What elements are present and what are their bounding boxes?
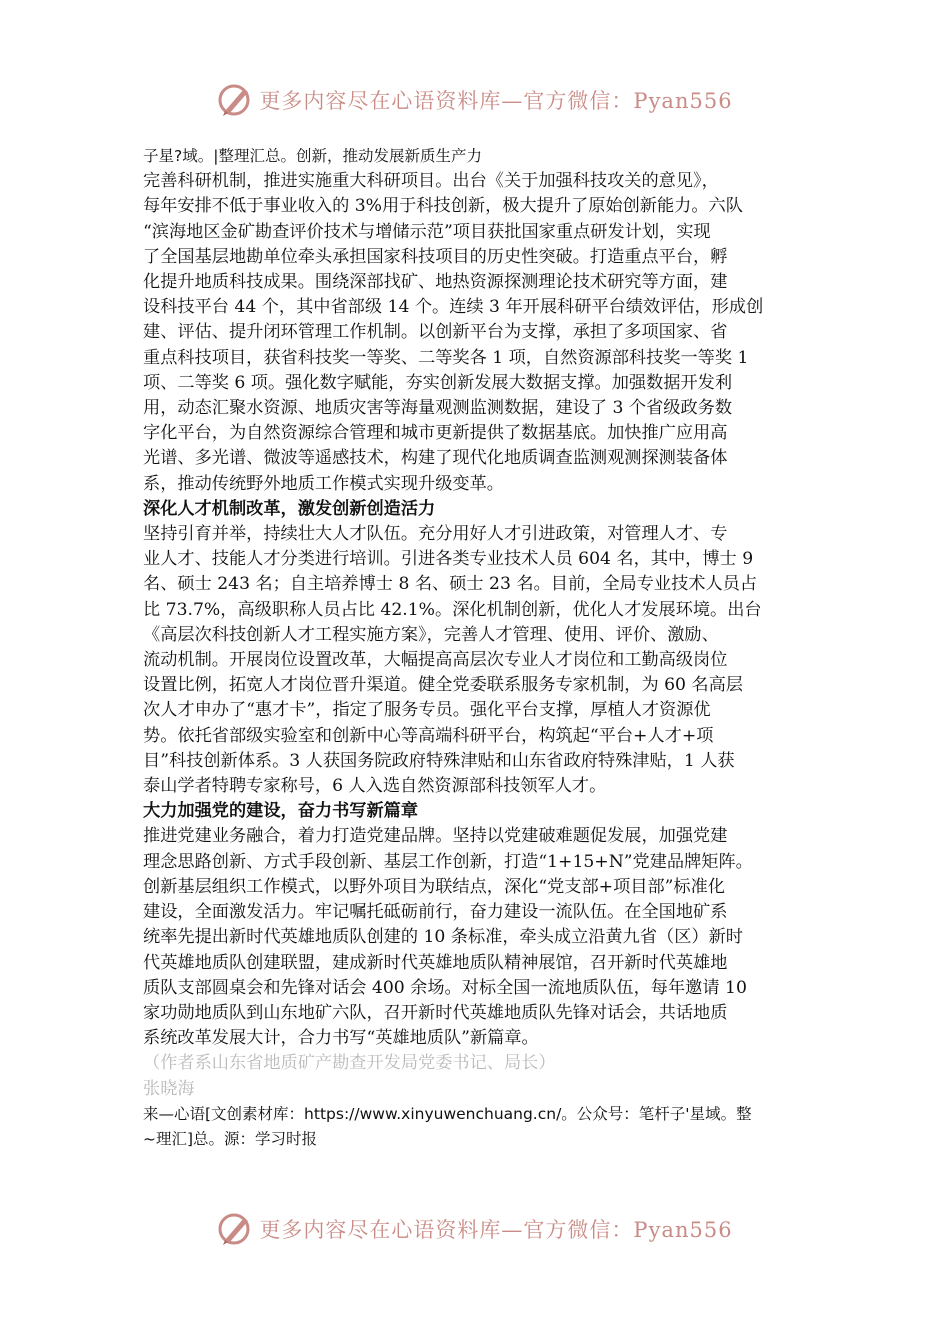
paragraph-line: 了全国基层地勘单位牵头承担国家科技项目的历史性突破。打造重点平台，孵 [143, 246, 728, 267]
paragraph-line: 系，推动传统野外地质工作模式实现升级变革。 [143, 473, 504, 494]
paragraph-line: 比 73.7%，高级职称人员占比 42.1%。深化机制创新，优化人才发展环境。出台 [143, 599, 762, 620]
section-heading: 大力加强党的建设，奋力书写新篇章 [143, 801, 419, 822]
paragraph-line: 化提升地质科技成果。围绕深部找矿、地热资源探测理论技术研究等方面，建 [143, 272, 728, 293]
paragraph-line: 重点科技项目，获省科技奖一等奖、二等奖各 1 项，自然资源部科技奖一等奖 1 [143, 347, 749, 368]
pen-logo-icon [217, 1211, 253, 1247]
paragraph-line: 建设，全面激发活力。牢记嘱托砥砺前行，奋力建设一流队伍。在全国地矿系 [143, 902, 728, 923]
section-heading: 子星?域。|整理汇总。创新，推动发展新质生产力 [143, 147, 482, 165]
paragraph-line: 代英雄地质队创建联盟，建成新时代英雄地质队精神展馆，召开新时代英雄地 [143, 952, 728, 973]
pen-logo-icon [217, 82, 253, 118]
paragraph-line: 字化平台，为自然资源综合管理和城市更新提供了数据基底。加快推广应用高 [143, 423, 728, 444]
source-line: 来—心语[文创素材库：https://www.xinyuwenchuang.cn/。公众号：笔杆子'星域。整 [143, 1104, 752, 1123]
document-body [143, 144, 823, 1152]
paragraph-line: 泰山学者特聘专家称号，6 人入选自然资源部科技领军人才。 [143, 776, 607, 797]
paragraph-line: 项、二等奖 6 项。强化数字赋能，夯实创新发展大数据支撑。加强数据开发利 [143, 372, 733, 393]
author-name: 张晓海 [143, 1078, 195, 1099]
paragraph-line: 质队支部圆桌会和先锋对话会 400 余场。对标全国一流地质队伍，每年邀请 10 [143, 977, 747, 998]
paragraph-line: 《高层次科技创新人才工程实施方案》，完善人才管理、使用、评价、激励、 [143, 624, 719, 645]
paragraph-line: 完善科研机制，推进实施重大科研项目。出台《关于加强科技攻关的意见》， [143, 171, 719, 192]
footer-banner [0, 1207, 950, 1251]
paragraph-line: 家功勋地质队到山东地矿六队，召开新时代英雄地质队先锋对话会，共话地质 [143, 1002, 728, 1023]
paragraph-line: 理念思路创新、方式手段创新、基层工作创新，打造“1+15+N”党建品牌矩阵。 [143, 851, 753, 872]
paragraph-line: 推进党建业务融合，着力打造党建品牌。坚持以党建破难题促发展，加强党建 [143, 826, 728, 847]
paragraph-line: 系统改革发展大计，合力书写“英雄地质队”新篇章。 [143, 1028, 539, 1049]
paragraph-line: 势。依托省部级实验室和创新中心等高端科研平台，构筑起“平台+人才+项 [143, 725, 714, 746]
paragraph-line: 流动机制。开展岗位设置改革，大幅提高高层次专业人才岗位和工勤高级岗位 [143, 650, 728, 671]
paragraph-line: 设置比例，拓宽人才岗位晋升渠道。健全党委联系服务专家机制，为 60 名高层 [143, 675, 743, 696]
paragraph-line: 创新基层组织工作模式，以野外项目为联结点，深化“党支部+项目部”标准化 [143, 876, 725, 897]
paragraph-line: “滨海地区金矿勘查评价技术与增储示范”项目获批国家重点研发计划，实现 [143, 221, 711, 242]
paragraph-line: 统率先提出新时代英雄地质队创建的 10 条标准，牵头成立沿黄九省（区）新时 [143, 927, 743, 948]
paragraph-line: 坚持引育并举，持续壮大人才队伍。充分用好人才引进政策，对管理人才、专 [143, 524, 728, 545]
paragraph-line: 用，动态汇聚水资源、地质灾害等海量观测监测数据，建设了 3 个省级政务数 [143, 398, 733, 419]
paragraph-line: 目”科技创新体系。3 人获国务院政府特殊津贴和山东省政府特殊津贴，1 人获 [143, 750, 735, 771]
banner-text: 更多内容尽在心语资料库—官方微信：Pyan556 [259, 89, 733, 113]
paragraph-line: 光谱、多光谱、微波等遥感技术，构建了现代化地质调查监测观测探测装备体 [143, 448, 728, 469]
paragraph-line: 次人才申办了“惠才卡”，指定了服务专员。强化平台支撑，厚植人才资源优 [143, 700, 711, 721]
header-banner [0, 78, 950, 122]
paragraph-line: 设科技平台 44 个，其中省部级 14 个。连续 3 年开展科研平台绩效评估，形成创 [143, 297, 764, 318]
paragraph-line: 名、硕士 243 名；自主培养博士 8 名、硕士 23 名。目前，全局专业技术人员占 [143, 574, 758, 595]
section-heading: 深化人才机制改革，激发创新创造活力 [143, 498, 436, 519]
paragraph-line: 建、评估、提升闭环管理工作机制。以创新平台为支撑，承担了多项国家、省 [143, 322, 728, 343]
banner-text: 更多内容尽在心语资料库—官方微信：Pyan556 [259, 1218, 733, 1242]
author-note: （作者系山东省地质矿产勘查开发局党委书记、局长） [143, 1053, 556, 1074]
paragraph-line: 业人才、技能人才分类进行培训。引进各类专业技术人员 604 名，其中，博士 9 [143, 549, 754, 570]
source-line: ~理汇]总。源：学习时报 [143, 1129, 318, 1148]
paragraph-line: 每年安排不低于事业收入的 3%用于科技创新，极大提升了原始创新能力。六队 [143, 196, 743, 217]
